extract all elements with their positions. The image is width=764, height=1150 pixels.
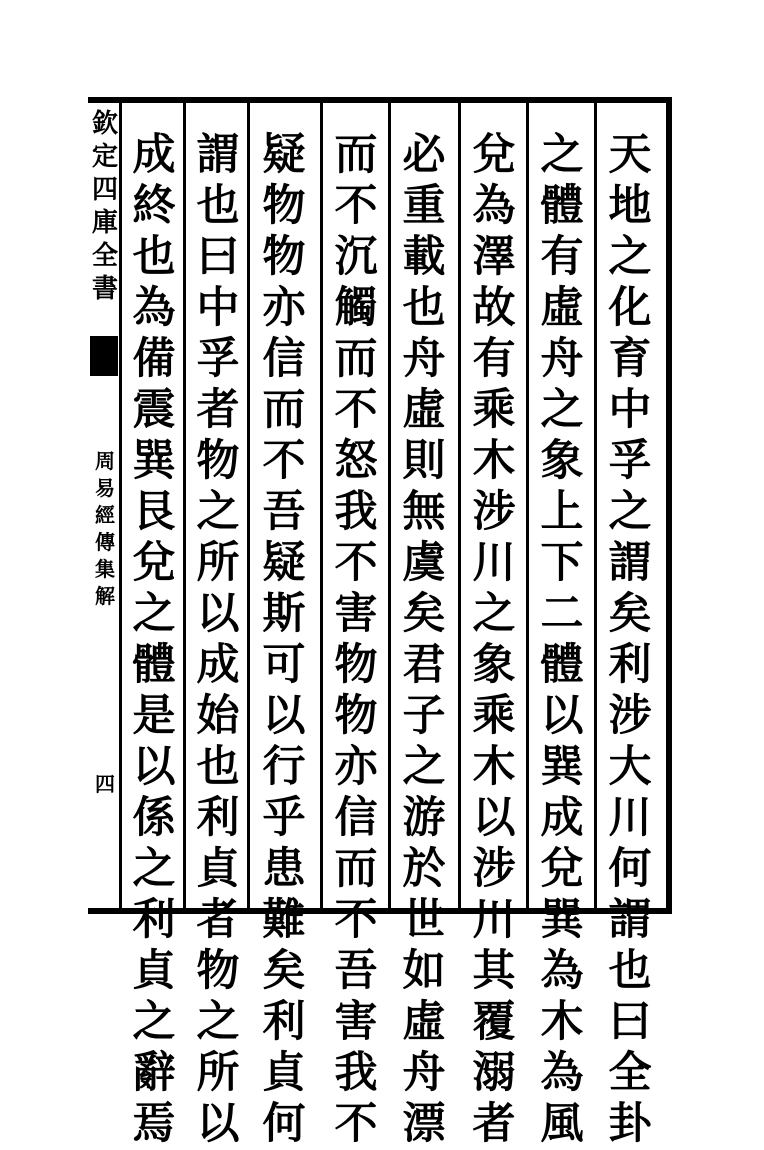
- glyph: 震: [132, 385, 176, 435]
- glyph: 而: [334, 334, 378, 384]
- glyph: 為: [132, 283, 176, 333]
- glyph: 之: [540, 130, 584, 180]
- glyph: 成: [196, 640, 240, 690]
- glyph: 庫: [91, 208, 118, 238]
- glyph: 疑: [262, 538, 306, 588]
- glyph: 則: [402, 436, 446, 486]
- glyph: 不: [334, 538, 378, 588]
- glyph: 怒: [334, 436, 378, 486]
- glyph: 謂: [196, 130, 240, 180]
- glyph: 載: [402, 232, 446, 282]
- glyph: 覆: [472, 997, 516, 1047]
- glyph: 虛: [540, 283, 584, 333]
- margin-header: [90, 108, 120, 306]
- glyph: 川: [608, 793, 652, 843]
- glyph: 成: [132, 130, 176, 180]
- glyph: 舟: [402, 334, 446, 384]
- glyph: 涉: [608, 691, 652, 741]
- glyph: 涉: [472, 844, 516, 894]
- glyph: 矣: [402, 589, 446, 639]
- frame-top-border: [88, 97, 672, 103]
- glyph: 患: [262, 844, 306, 894]
- glyph: 貞: [262, 1048, 306, 1098]
- glyph: 不: [334, 895, 378, 945]
- glyph: 四: [91, 175, 118, 205]
- glyph: 而: [334, 130, 378, 180]
- glyph: 集: [95, 557, 115, 581]
- glyph: 其: [472, 946, 516, 996]
- text-column-4: [392, 130, 456, 1149]
- glyph: 難: [262, 895, 306, 945]
- glyph: 觸: [334, 283, 378, 333]
- glyph: 害: [334, 589, 378, 639]
- glyph: 巽: [132, 436, 176, 486]
- glyph: 物: [196, 436, 240, 486]
- glyph: 大: [608, 742, 652, 792]
- glyph: 以: [472, 793, 516, 843]
- glyph: 風: [540, 1099, 584, 1149]
- glyph: 木: [540, 997, 584, 1047]
- glyph: 亦: [262, 283, 306, 333]
- glyph: 信: [262, 334, 306, 384]
- glyph: 也: [608, 946, 652, 996]
- glyph: 也: [196, 742, 240, 792]
- glyph: 之: [608, 487, 652, 537]
- glyph: 乘: [472, 691, 516, 741]
- glyph: 是: [132, 691, 176, 741]
- glyph: 物: [334, 691, 378, 741]
- glyph: 舟: [540, 334, 584, 384]
- glyph: 二: [540, 589, 584, 639]
- glyph: 上: [540, 487, 584, 537]
- text-column-8: [122, 130, 186, 1149]
- text-column-5: [324, 130, 388, 1149]
- glyph: 地: [608, 181, 652, 231]
- glyph: 世: [402, 895, 446, 945]
- glyph: 有: [540, 232, 584, 282]
- glyph: 物: [262, 181, 306, 231]
- glyph: 溺: [472, 1048, 516, 1098]
- glyph: 矣: [262, 946, 306, 996]
- glyph: 全: [608, 1048, 652, 1098]
- glyph: 兌: [132, 538, 176, 588]
- glyph: 乘: [472, 385, 516, 435]
- glyph: 傳: [95, 530, 115, 554]
- glyph: 我: [334, 487, 378, 537]
- glyph: 者: [196, 385, 240, 435]
- glyph: 也: [196, 181, 240, 231]
- glyph: 漂: [402, 1099, 446, 1149]
- text-column-6: [252, 130, 316, 1149]
- glyph: 象: [540, 436, 584, 486]
- glyph: 欽: [91, 109, 118, 139]
- glyph: 係: [132, 793, 176, 843]
- frame-bottom-border: [88, 908, 672, 914]
- glyph: 可: [262, 640, 306, 690]
- glyph: 以: [132, 742, 176, 792]
- glyph: 吾: [334, 946, 378, 996]
- glyph: 我: [334, 1048, 378, 1098]
- glyph: 信: [334, 793, 378, 843]
- glyph: 以: [196, 1099, 240, 1149]
- glyph: 周: [95, 449, 115, 473]
- glyph: 兌: [540, 844, 584, 894]
- glyph: 巽: [540, 742, 584, 792]
- glyph: 斯: [262, 589, 306, 639]
- glyph: 成: [540, 793, 584, 843]
- page-number: 四: [95, 772, 115, 796]
- glyph: 何: [262, 1099, 306, 1149]
- glyph: 者: [472, 1099, 516, 1149]
- glyph: 有: [472, 334, 516, 384]
- glyph: 謂: [608, 895, 652, 945]
- glyph: 而: [334, 844, 378, 894]
- frame-right-border: [666, 97, 672, 914]
- glyph: 川: [472, 538, 516, 588]
- glyph: 之: [132, 589, 176, 639]
- column-rule: [458, 103, 461, 908]
- glyph: 艮: [132, 487, 176, 537]
- glyph: 君: [402, 640, 446, 690]
- column-rule: [388, 103, 391, 908]
- glyph: 所: [196, 538, 240, 588]
- glyph: 何: [608, 844, 652, 894]
- glyph: 巽: [540, 895, 584, 945]
- glyph: 行: [262, 742, 306, 792]
- glyph: 不: [334, 181, 378, 231]
- glyph: 利: [132, 895, 176, 945]
- glyph: 虞: [402, 538, 446, 588]
- glyph: 體: [540, 640, 584, 690]
- glyph: 中: [608, 385, 652, 435]
- glyph: 木: [472, 436, 516, 486]
- glyph: 游: [402, 793, 446, 843]
- glyph: 無: [402, 487, 446, 537]
- glyph: 中: [196, 283, 240, 333]
- glyph: 始: [196, 691, 240, 741]
- glyph: 以: [196, 589, 240, 639]
- glyph: 之: [608, 232, 652, 282]
- fishtail-mark: [90, 336, 118, 376]
- glyph: 涉: [472, 487, 516, 537]
- glyph: 以: [262, 691, 306, 741]
- text-column-3: [462, 130, 526, 1149]
- glyph: 之: [540, 385, 584, 435]
- glyph: 而: [262, 385, 306, 435]
- glyph: 亦: [334, 742, 378, 792]
- glyph: 為: [540, 1048, 584, 1098]
- glyph: 者: [196, 895, 240, 945]
- glyph: 沉: [334, 232, 378, 282]
- glyph: 所: [196, 1048, 240, 1098]
- glyph: 以: [540, 691, 584, 741]
- glyph: 為: [540, 946, 584, 996]
- glyph: 之: [132, 844, 176, 894]
- glyph: 下: [540, 538, 584, 588]
- glyph: 為: [472, 181, 516, 231]
- glyph: 曰: [608, 997, 652, 1047]
- glyph: 貞: [196, 844, 240, 894]
- glyph: 焉: [132, 1099, 176, 1149]
- glyph: 曰: [196, 232, 240, 282]
- book-title: [90, 448, 120, 610]
- glyph: 物: [334, 640, 378, 690]
- glyph: 矣: [608, 589, 652, 639]
- glyph: 定: [91, 142, 118, 172]
- glyph: 虛: [402, 385, 446, 435]
- glyph: 舟: [402, 1048, 446, 1098]
- glyph: 虛: [402, 997, 446, 1047]
- glyph: 易: [95, 476, 115, 500]
- glyph: 物: [196, 946, 240, 996]
- glyph: 象: [472, 640, 516, 690]
- text-column-1: [598, 130, 662, 1149]
- glyph: 疑: [262, 130, 306, 180]
- glyph: 體: [132, 640, 176, 690]
- glyph: 備: [132, 334, 176, 384]
- glyph: 育: [608, 334, 652, 384]
- glyph: 不: [334, 385, 378, 435]
- glyph: 之: [132, 997, 176, 1047]
- glyph: 物: [262, 232, 306, 282]
- glyph: 川: [472, 895, 516, 945]
- glyph: 如: [402, 946, 446, 996]
- glyph: 孚: [608, 436, 652, 486]
- glyph: 子: [402, 691, 446, 741]
- glyph: 吾: [262, 487, 306, 537]
- glyph: 謂: [608, 538, 652, 588]
- glyph: 利: [608, 640, 652, 690]
- glyph: 也: [132, 232, 176, 282]
- glyph: 乎: [262, 793, 306, 843]
- glyph: 解: [95, 584, 115, 608]
- glyph: 利: [196, 793, 240, 843]
- glyph: 之: [472, 589, 516, 639]
- glyph: 也: [402, 283, 446, 333]
- text-column-2: [530, 130, 594, 1149]
- glyph: 終: [132, 181, 176, 231]
- glyph: 害: [334, 997, 378, 1047]
- glyph: 天: [608, 130, 652, 180]
- glyph: 經: [95, 503, 115, 527]
- glyph: 之: [196, 997, 240, 1047]
- glyph: 不: [262, 436, 306, 486]
- glyph: 不: [334, 1099, 378, 1149]
- glyph: 兌: [472, 130, 516, 180]
- glyph: 貞: [132, 946, 176, 996]
- glyph: 重: [402, 181, 446, 231]
- glyph: 化: [608, 283, 652, 333]
- glyph: 辭: [132, 1048, 176, 1098]
- glyph: 卦: [608, 1099, 652, 1149]
- glyph: 之: [402, 742, 446, 792]
- glyph: 孚: [196, 334, 240, 384]
- glyph: 之: [196, 487, 240, 537]
- column-rule: [526, 103, 529, 908]
- column-rule: [594, 103, 597, 908]
- glyph: 澤: [472, 232, 516, 282]
- text-column-7: [186, 130, 250, 1149]
- glyph: 木: [472, 742, 516, 792]
- column-rule: [320, 103, 323, 908]
- glyph: 必: [402, 130, 446, 180]
- glyph: 全: [91, 241, 118, 271]
- glyph: 體: [540, 181, 584, 231]
- glyph: 利: [262, 997, 306, 1047]
- glyph: 故: [472, 283, 516, 333]
- glyph: 於: [402, 844, 446, 894]
- glyph: 書: [91, 274, 118, 304]
